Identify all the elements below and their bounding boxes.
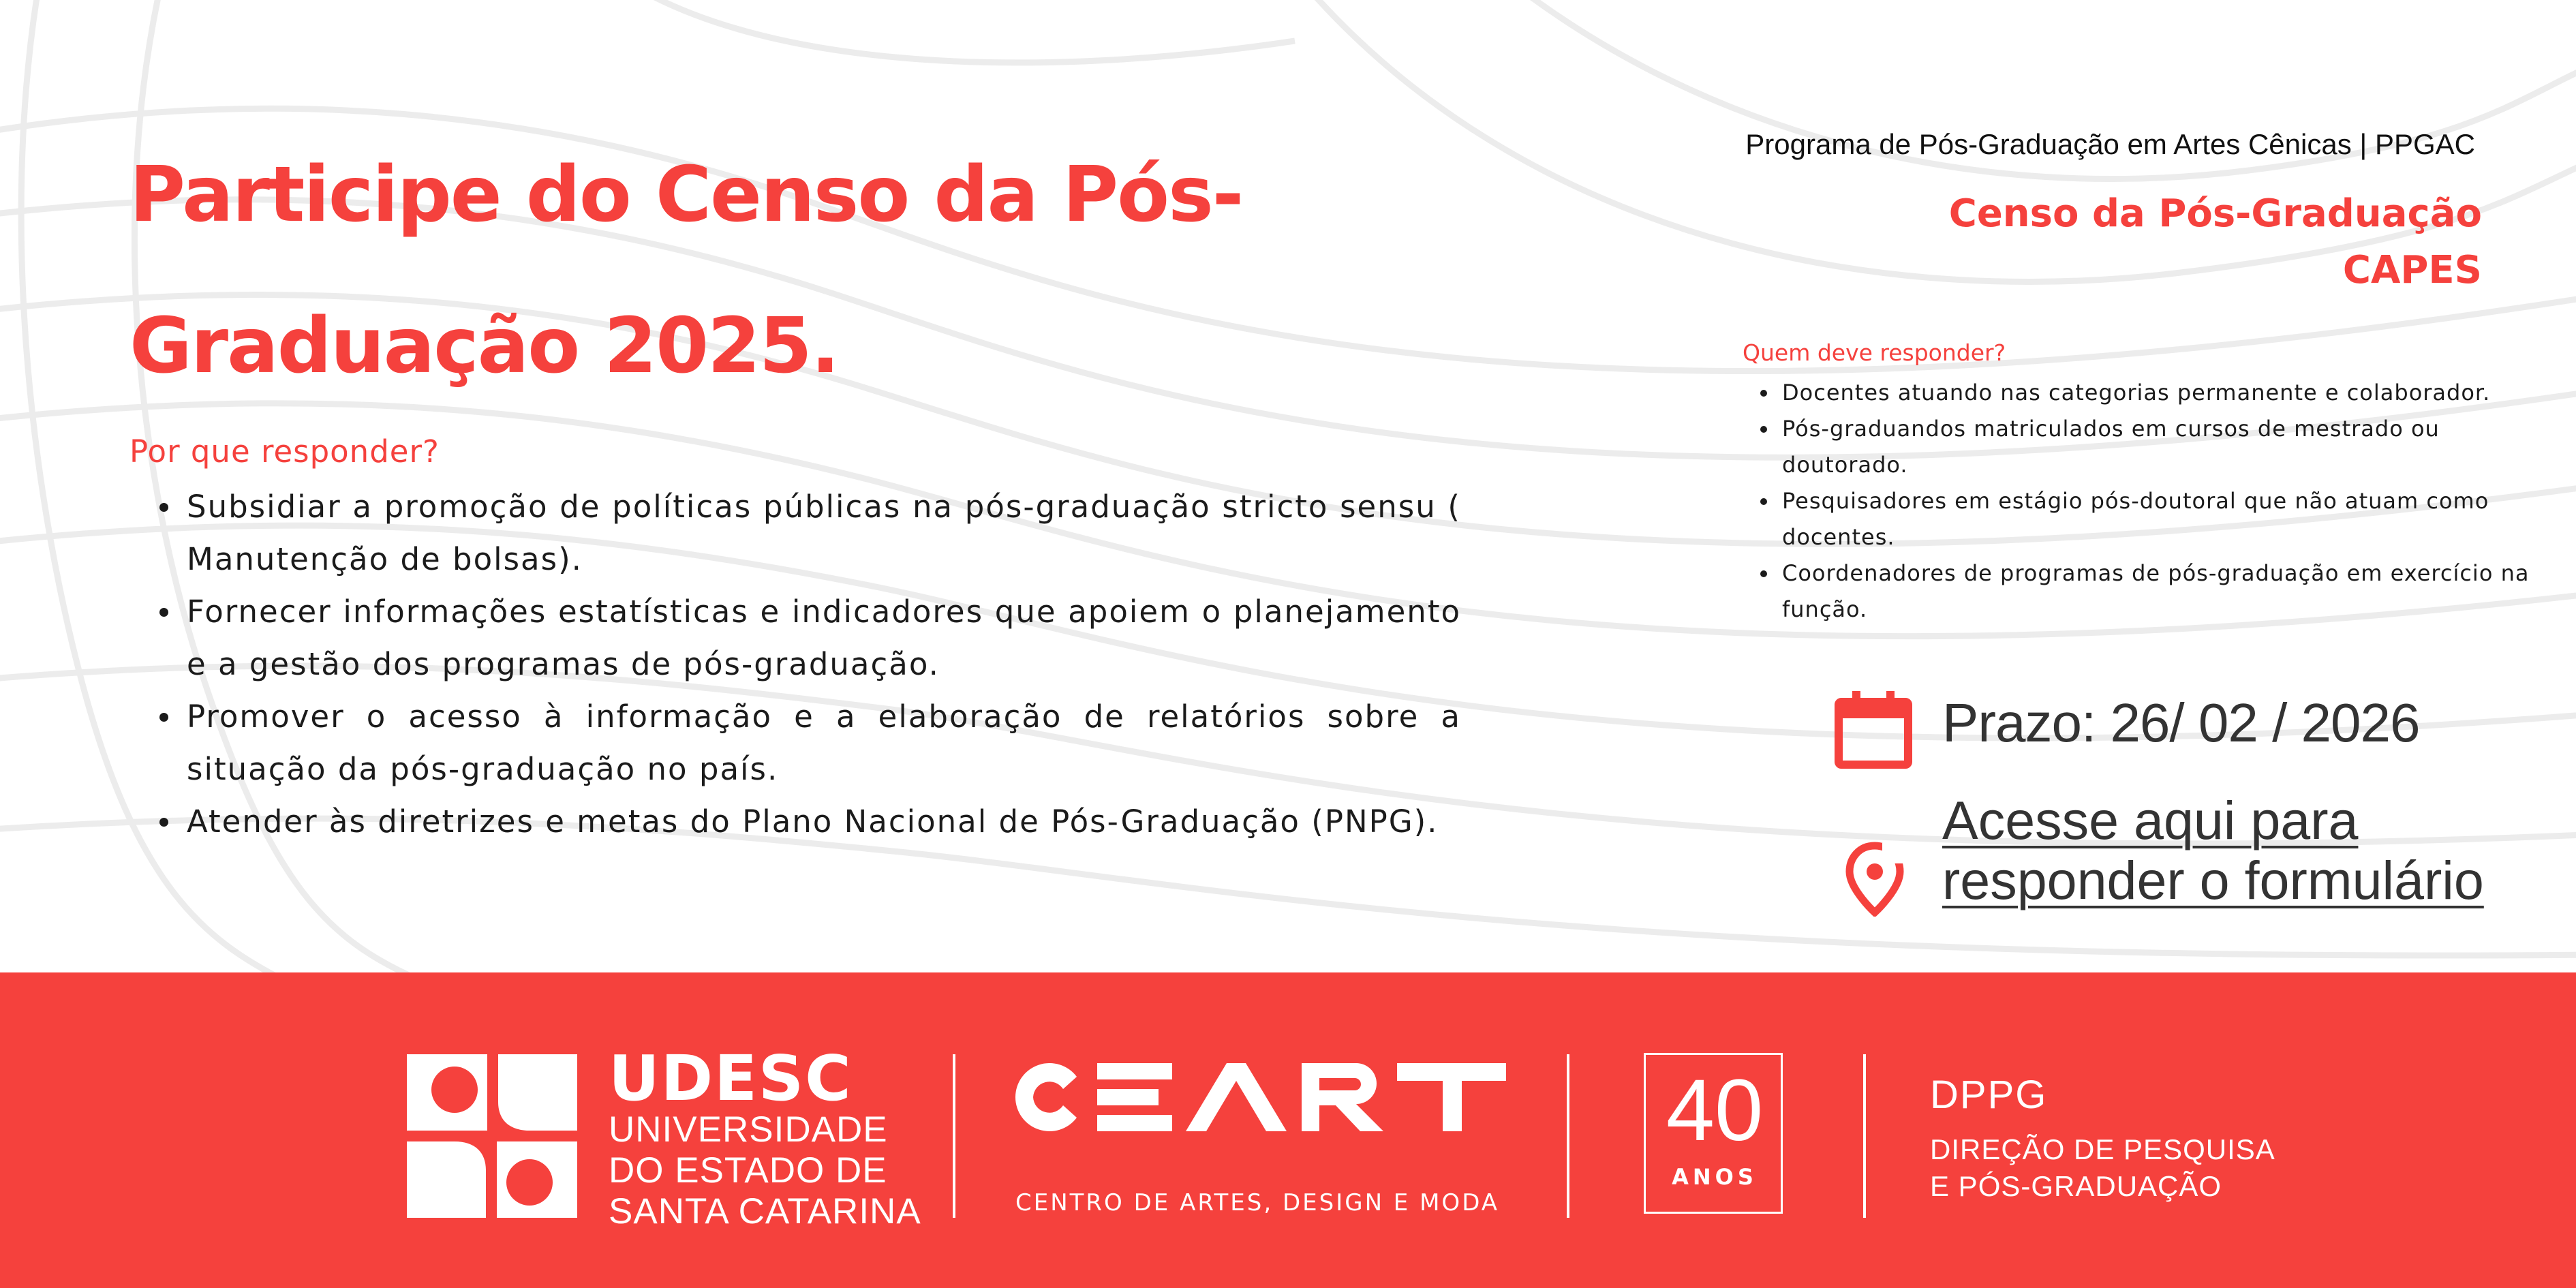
who-item: Docentes atuando nas categorias permanente e colaborador. [1782, 375, 2552, 411]
calendar-icon [1833, 690, 1914, 769]
udesc-name: UDESC [609, 1042, 853, 1115]
ceart-subtitle: CENTRO DE ARTES, DESIGN E MODA [1015, 1189, 1500, 1216]
who-item: Pós-graduandos matriculados em cursos de mestrado ou doutorado. [1782, 411, 2552, 483]
census-title-line2: CAPES [2342, 248, 2482, 292]
anniversary-label: ANOS [1672, 1164, 1758, 1190]
why-item: Atender às diretrizes e metas do Plano Nacional de Pós-Graduação (PNPG). [187, 795, 1461, 848]
main-title: Participe do Censo da Pós-Graduação 2025. [129, 151, 1243, 390]
udesc-line: SANTA CATARINA [609, 1191, 921, 1231]
footer-divider [1567, 1054, 1569, 1218]
footer-divider [953, 1054, 955, 1218]
why-item: Subsidiar a promoção de políticas públicas na pós-graduação stricto sensu ( Manutenção de bolsas). [187, 480, 1461, 585]
census-title-line1: Censo da Pós-Graduação [1948, 191, 2482, 236]
who-item: Pesquisadores em estágio pós-doutoral que não atuam como docentes. [1782, 483, 2552, 555]
program-name: Programa de Pós-Graduação em Artes Cênicas | PPGAC [1745, 128, 2475, 160]
who-respond-list [1743, 375, 2552, 628]
census-title [1949, 185, 2482, 298]
udesc-logo [407, 1054, 577, 1218]
udesc-line: UNIVERSIDADE [609, 1109, 888, 1150]
why-respond-list [129, 480, 1461, 848]
who-item: Coordenadores de programas de pós-graduação em exercício na função. [1782, 555, 2552, 628]
dppg-title: DPPG [1930, 1073, 2048, 1117]
footer-divider [1863, 1054, 1866, 1218]
who-respond-heading: Quem deve responder? [1743, 339, 2006, 366]
location-pin-icon [1845, 842, 1904, 917]
udesc-full-name [609, 1109, 921, 1232]
form-link[interactable]: Acesse aqui para responder o formulário [1942, 790, 2484, 910]
udesc-line: DO ESTADO DE [609, 1150, 887, 1191]
deadline-text: Prazo: 26/ 02 / 2026 [1942, 692, 2420, 753]
anniversary-number: 40 [1666, 1062, 1764, 1159]
why-item: Promover o acesso à informação e a elaboração de relatórios sobre a situação da pós-graduação no país. [187, 690, 1461, 795]
why-respond-heading: Por que responder? [129, 433, 440, 470]
dppg-subtitle [1930, 1131, 2275, 1205]
ceart-logo [1015, 1063, 1506, 1131]
dppg-line: E PÓS-GRADUAÇÃO [1930, 1170, 2222, 1202]
why-item: Fornecer informações estatísticas e indicadores que apoiem o planejamento e a gestão dos programas de pós-graduação. [187, 585, 1461, 690]
dppg-line: DIREÇÃO DE PESQUISA [1930, 1133, 2275, 1165]
